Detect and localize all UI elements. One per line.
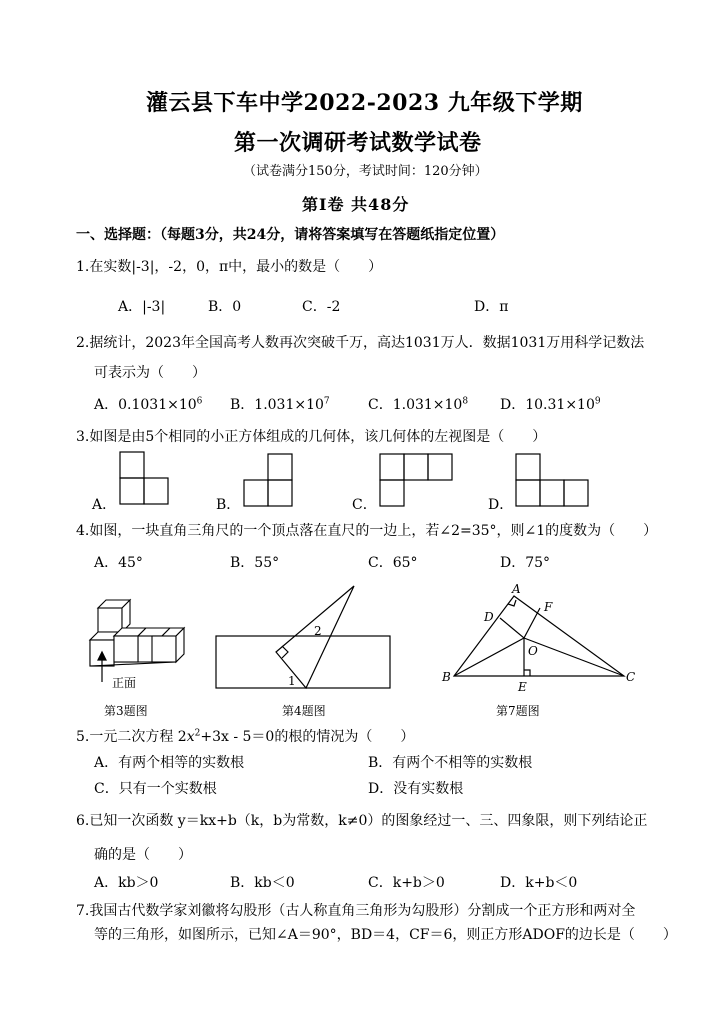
exam-info: （试卷满分150分，考试时间：120分钟） [243,164,488,179]
q1-option-a: A．|-3| [118,299,166,315]
q5-option-c: C．只有一个实数根 [94,781,217,797]
question-6-stem-line2: 确的是（ ） [94,847,192,863]
q1-option-b: B．0 [208,299,242,315]
fig7-label-b: B [442,670,451,684]
fig4-label-2: 2 [314,624,322,638]
fig7-label-d: D [484,610,494,624]
fig4-caption: 第4题图 [282,704,326,718]
fig7-label-e: E [518,680,527,694]
question-7-stem: 7.我国古代数学家刘徽将勾股形（古人称直角三角形为勾股形）分割成一个正方形和两对全 [76,903,636,919]
fig7-square-sides [500,608,540,638]
question-5-stem: 5.一元二次方程 $2x^2+3x - 5=0$的根的情况为（ ） [76,728,415,745]
fig7-label-a: A [512,582,521,596]
fig7-caption: 第7题图 [496,704,540,718]
fig4-label-1: 1 [288,674,296,688]
question-1-stem: 1.在实数|-3|，-2，0，π中，最小的数是（ ） [76,259,383,275]
question-2-stem: 2.据统计，2023年全国高考人数再次突破千万，高达1031万人．数据1031万用科学记数法 [76,335,645,351]
page-title: 灌云县下车中学2022-2023 九年级下学期 [146,90,583,116]
q1-option-d: D．π [474,299,509,315]
fig7-label-f: F [544,600,553,614]
q1-option-c: C．-2 [302,299,341,315]
q6-option-b: B．kb＜0 [230,875,295,891]
question-2-stem-line2: 可表示为（ ） [94,365,206,381]
q2-option-b: B．$1.031\times 10^7$ [230,396,330,413]
q4-option-a: A．45° [94,555,143,571]
q6-option-a: A．kb＞0 [94,875,159,891]
q4-option-d: D．75° [500,555,551,571]
volume-heading: 第Ⅰ卷 共48分 [302,195,410,214]
section-heading: 一、选择题：（每题3分，共24分，请将答案填写在答题纸指定位置） [76,227,505,243]
page-title-line2: 第一次调研考试数学试卷 [234,130,482,156]
fig7-label-o: O [528,644,538,658]
q4-option-c: C．65° [368,555,418,571]
q2-option-d: D．$10.31\times 10^9$ [500,396,601,413]
question-7-stem-line2: 等的三角形，如图所示，已知∠A＝90°，BD＝4，CF＝6，则正方形ADOF的边长是（ ） [94,927,677,943]
q4-option-b: B．55° [230,555,280,571]
fig4-drawing [216,586,390,688]
question-3-stem: 3.如图是由5个相同的小正方体组成的几何体，该几何体的左视图是（ ） [76,429,547,445]
fig3-front-label: 正面 [112,676,137,690]
q5-option-a: A．有两个相等的实数根 [94,755,245,771]
question-4-stem: 4.如图，一块直角三角尺的一个顶点落在直尺的一边上，若∠2=35°，则∠1的度数为（ ） [76,523,658,539]
q2-option-c: C．$1.031\times 10^8$ [368,396,469,413]
q6-option-d: D．k+b＜0 [500,875,578,891]
q5-option-b: B．有两个不相等的实数根 [368,755,533,771]
q3-option-c: C． [352,497,377,513]
fig7-drawing [454,596,624,676]
q3-option-a: A． [92,497,117,513]
fig7-label-c: C [626,670,636,684]
question-6-stem: 6.已知一次函数 y＝kx+b（k，b为常数，k≠0）的图象经过一、三、四象限，则下列结论正 [76,813,648,829]
q2-option-a: A．$0.1031\times 10^6$ [94,396,203,413]
fig4-ruler [216,636,390,688]
q6-option-c: C．k+b＞0 [368,875,445,891]
fig3-arrow-icon [98,652,106,682]
fig3-caption: 第3题图 [104,704,148,718]
q3-option-b: B． [216,497,241,513]
fig7-triangle [454,596,624,676]
q3-option-d: D． [488,497,514,513]
q5-option-d: D．没有实数根 [368,781,464,797]
